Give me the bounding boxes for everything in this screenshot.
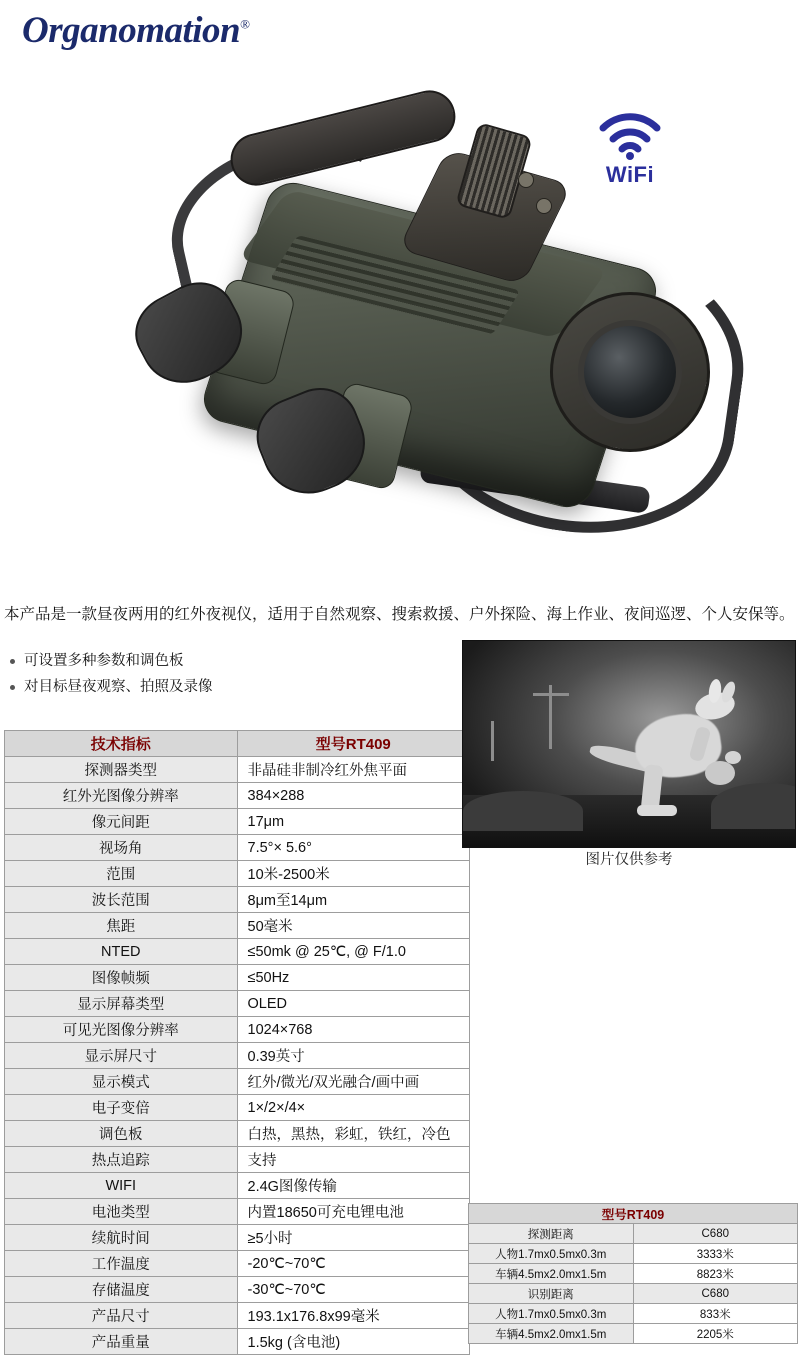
table-row [5,1251,470,1277]
spec-value: ≤50mk @ 25℃, @ F/1.0 [237,939,470,965]
table-row [5,1199,470,1225]
spec-value: 1024×768 [237,1017,470,1043]
spec-value: 1.5kg (含电池) [237,1329,470,1355]
detection-distance-table [468,1203,798,1344]
spec-key: 续航时间 [5,1225,238,1251]
wifi-badge [585,112,675,188]
spec-key: 产品重量 [5,1329,238,1355]
spec-key: 显示模式 [5,1069,238,1095]
spec-key: 焦距 [5,913,238,939]
spec-key: 显示屏尺寸 [5,1043,238,1069]
wifi-label: WiFi [605,162,655,187]
device-button-b [536,198,552,214]
table-row [5,991,470,1017]
brand-logo [22,12,250,49]
thermal-scrub-left [463,791,583,831]
table-row [5,1017,470,1043]
table-row [469,1224,798,1244]
table-row [5,1095,470,1121]
spec-value: 7.5°× 5.6° [237,835,470,861]
spec-key: 视场角 [5,835,238,861]
spec-key: 图像帧频 [5,965,238,991]
table-row [5,861,470,887]
distance-value: C680 [633,1224,798,1244]
table-row [469,1244,798,1264]
joey-head [725,751,741,764]
table-row [5,757,470,783]
table-row [5,835,470,861]
distance-header-model: 型号RT409 [469,1204,798,1224]
spec-value: OLED [237,991,470,1017]
spec-key: 显示屏幕类型 [5,991,238,1017]
distance-key: 探测距离 [469,1224,634,1244]
distance-value: 8823米 [633,1264,798,1284]
spec-key: 存储温度 [5,1277,238,1303]
table-row [5,1043,470,1069]
distance-value: 833米 [633,1304,798,1324]
list-item: 可设置多种参数和调色板 [8,648,438,674]
spec-key: 热点追踪 [5,1147,238,1173]
kangaroo-ear-right [719,680,737,705]
distance-key: 人物1.7mx0.5mx0.3m [469,1304,634,1324]
table-row [5,965,470,991]
table-row [5,913,470,939]
table-row [469,1324,798,1344]
spec-value: -20℃~70℃ [237,1251,470,1277]
thermal-fence-rail [533,693,569,696]
kangaroo-foot [637,805,677,816]
spec-key: 产品尺寸 [5,1303,238,1329]
table-row [5,1147,470,1173]
table-row [5,1329,470,1355]
spec-key: 像元间距 [5,809,238,835]
distance-value: 3333米 [633,1244,798,1264]
thermal-sample-image [462,640,796,848]
spec-key: 电子变倍 [5,1095,238,1121]
spec-value: 白热，黑热，彩虹，铁红，冷色 [237,1121,470,1147]
wifi-icon [585,112,675,160]
spec-value: 193.1x176.8x99毫米 [237,1303,470,1329]
distance-key: 车辆4.5mx2.0mx1.5m [469,1324,634,1344]
table-header-row [469,1204,798,1224]
joey-body [705,761,735,785]
feature-bullet-list [8,648,438,700]
spec-key: 波长范围 [5,887,238,913]
hero-product-image [0,72,800,592]
spec-value: ≤50Hz [237,965,470,991]
spec-key: 范围 [5,861,238,887]
table-row [5,1277,470,1303]
spec-value: 384×288 [237,783,470,809]
thermal-image-caption: 图片仅供参考 [585,852,673,868]
spec-key: 调色板 [5,1121,238,1147]
spec-value: 10米-2500米 [237,861,470,887]
table-row [5,887,470,913]
spec-value: ≥5小时 [237,1225,470,1251]
table-row [5,809,470,835]
spec-value: 支持 [237,1147,470,1173]
table-row [5,1173,470,1199]
list-item: 对目标昼夜观察、拍照及录像 [8,674,438,700]
table-row [469,1304,798,1324]
spec-value: 1×/2×/4× [237,1095,470,1121]
spec-value: 17μm [237,809,470,835]
spec-key: 电池类型 [5,1199,238,1225]
spec-value: 非晶硅非制冷红外焦平面 [237,757,470,783]
table-row [5,783,470,809]
thermal-fence-post-2 [491,721,494,761]
spec-value: 50毫米 [237,913,470,939]
specification-table [4,730,470,1355]
table-row [5,1069,470,1095]
distance-value: 2205米 [633,1324,798,1344]
thermal-joey [701,749,743,795]
brand-name-text: Organomation [22,10,241,51]
spec-value: 2.4G图像传输 [237,1173,470,1199]
spec-key: WIFI [5,1173,238,1199]
intro-paragraph: 本产品是一款昼夜两用的红外夜视仪，适用于自然观察、搜索救援、户外探险、海上作业、夜间巡逻、个人安保等。 [4,606,795,623]
table-row [469,1284,798,1304]
table-row [5,1121,470,1147]
spec-key: 工作温度 [5,1251,238,1277]
distance-key: 人物1.7mx0.5mx0.3m [469,1244,634,1264]
distance-key: 车辆4.5mx2.0mx1.5m [469,1264,634,1284]
spec-value: 8μm至14μm [237,887,470,913]
table-row [5,1303,470,1329]
spec-key: 红外光图像分辨率 [5,783,238,809]
spec-value: 0.39英寸 [237,1043,470,1069]
spec-key: NTED [5,939,238,965]
distance-value: C680 [633,1284,798,1304]
registered-mark: ® [240,16,250,32]
table-row [5,939,470,965]
table-row [5,1225,470,1251]
brand-name [22,12,250,49]
spec-key: 可见光图像分辨率 [5,1017,238,1043]
distance-key: 识别距离 [469,1284,634,1304]
spec-value: 内置18650可充电锂电池 [237,1199,470,1225]
device-button-a [518,172,534,188]
table-header-row [5,731,470,757]
spec-key: 探测器类型 [5,757,238,783]
table-row [469,1264,798,1284]
objective-lens [578,320,682,424]
spec-value: -30℃~70℃ [237,1277,470,1303]
spec-value: 红外/微光/双光融合/画中画 [237,1069,470,1095]
spec-header-model: 型号RT409 [237,731,470,757]
spec-header-parameter: 技术指标 [5,731,238,757]
